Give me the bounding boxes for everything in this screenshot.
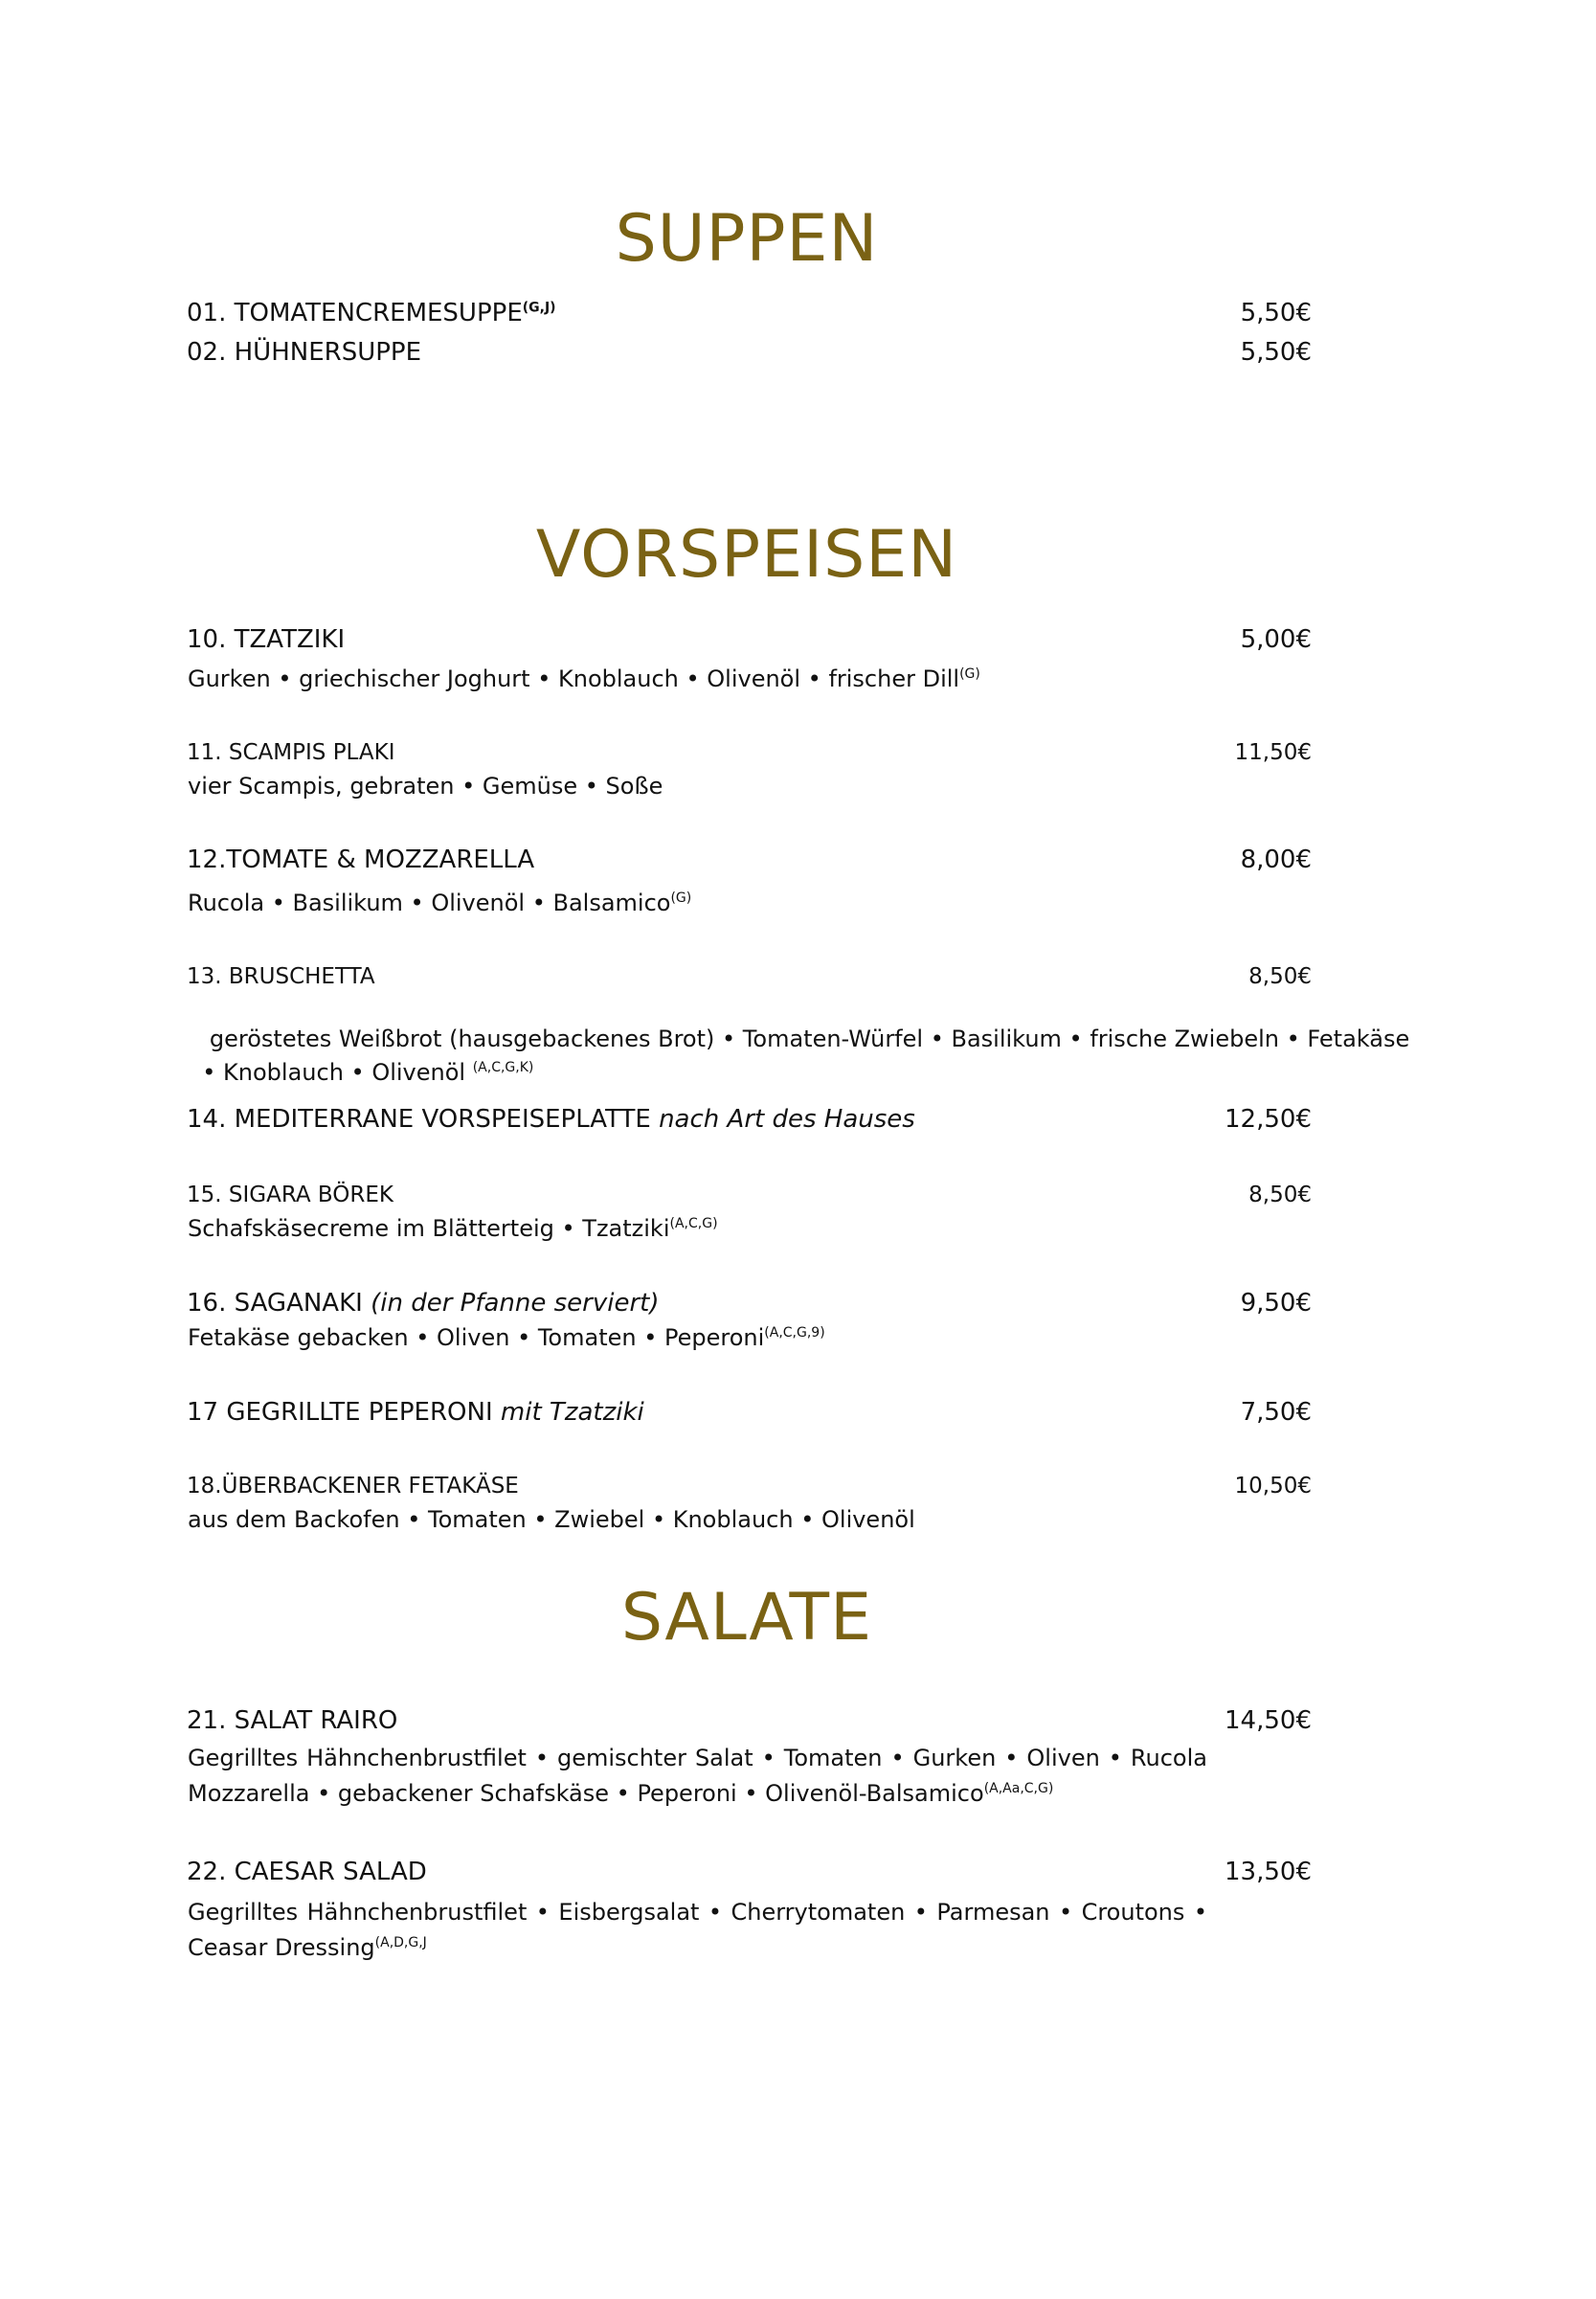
item-name: 11. SCAMPIS PLAKI (187, 740, 395, 765)
item-price: 11,50€ (1234, 740, 1312, 765)
item-description: vier Scampis, gebraten • Gemüse • Soße (188, 773, 663, 800)
item-price: 5,00€ (1240, 625, 1312, 654)
item-price: 10,50€ (1234, 1474, 1312, 1499)
item-name: 10. TZATZIKI (187, 625, 346, 654)
item-price: 8,50€ (1248, 1183, 1312, 1207)
allergen-codes: (A,C,G,9) (764, 1325, 825, 1341)
item-price: 7,50€ (1240, 1398, 1312, 1427)
item-price: 8,50€ (1248, 964, 1312, 989)
item-description: Schafskäsecreme im Blätterteig • Tzatziki$^{(A,C,G)}$ (188, 1215, 718, 1242)
item-name: 12.TOMATE & MOZZARELLA (187, 845, 535, 874)
item-name: 14. MEDITERRANE VORSPEISEPLATTE (187, 1105, 651, 1134)
item-description: Gurken • griechischer Joghurt • Knoblauch • Olivenöl • frischer Dill$^{(G)}$ (188, 665, 980, 692)
item-description: Rucola • Basilikum • Olivenöl • Balsamico$^{(G)}$ (188, 890, 692, 916)
item-price: 14,50€ (1225, 1706, 1312, 1735)
item-price: 12,50€ (1225, 1105, 1312, 1134)
menu-item-18 (187, 1472, 1312, 1500)
item-price: 13,50€ (1225, 1858, 1312, 1886)
item-name: 18.ÜBERBACKENER FETAKÄSE (187, 1474, 519, 1499)
menu-item-16 (187, 1289, 1312, 1318)
allergen-codes: (A,D,G,J (374, 1935, 427, 1950)
item-name-note: nach Art des Hauses (659, 1105, 915, 1134)
allergen-codes: (A,C,G,K) (472, 1060, 534, 1075)
item-description: geröstetes Weißbrot (hausgebackenes Brot) • Tomaten-Würfel • Basilikum • frische Zwiebeln • Fetakäse (202, 1026, 1410, 1052)
menu-item-14 (187, 1105, 1312, 1134)
section-title-vorspeisen: VORSPEISEN (535, 517, 958, 593)
menu-item-12 (187, 845, 1312, 874)
menu-item-17 (187, 1398, 1312, 1427)
item-name: 16. SAGANAKI (187, 1289, 363, 1318)
item-price: 8,00€ (1240, 845, 1312, 874)
allergen-codes: (G) (670, 890, 692, 906)
menu-item-15 (187, 1181, 1312, 1209)
allergen-codes: (G,J) (522, 300, 556, 316)
item-description: aus dem Backofen • Tomaten • Zwiebel • Knoblauch • Olivenöl (188, 1506, 915, 1533)
menu-item-22 (187, 1858, 1312, 1886)
section-title-suppen: SUPPEN (615, 201, 879, 277)
menu-item-10 (187, 625, 1312, 654)
item-name: 01. TOMATENCREMESUPPE (187, 299, 523, 327)
item-name: 17 GEGRILLTE PEPERONI (187, 1398, 493, 1427)
section-title-salate: SALATE (620, 1580, 873, 1656)
item-description-cont: • Knoblauch • Olivenöl $^{(A,C,G,K)}$ (202, 1059, 534, 1086)
item-name: 13. BRUSCHETTA (187, 964, 375, 989)
item-price: 5,50€ (1240, 338, 1312, 367)
item-description: Gegrilltes Hähnchenbrustfilet • gemischter Salat • Tomaten • Gurken • Oliven • Rucola Mozzarella • gebackener Schafskäse • Peperoni • Olivenöl-Balsamico$^{(A,Aa,C,G)}$ (188, 1745, 1207, 1807)
item-name: 15. SIGARA BÖREK (187, 1183, 393, 1207)
menu-item-02 (187, 338, 1312, 367)
allergen-codes: (A,C,G) (669, 1216, 718, 1231)
allergen-codes: (A,Aa,C,G) (983, 1781, 1054, 1796)
item-name: 02. HÜHNERSUPPE (187, 338, 422, 367)
menu-item-21 (187, 1706, 1312, 1735)
item-name: 21. SALAT RAIRO (187, 1706, 398, 1735)
item-description: Gegrilltes Hähnchenbrustfilet • Eisbergsalat • Cherrytomaten • Parmesan • Croutons • Ceasar Dressing$^{(A,D,G,J}$ (188, 1899, 1207, 1961)
menu-item-01 (187, 299, 1312, 327)
menu-item-11 (187, 738, 1312, 767)
item-name: 22. CAESAR SALAD (187, 1858, 427, 1886)
item-name-note: mit Tzatziki (500, 1398, 644, 1427)
item-description: Fetakäse gebacken • Oliven • Tomaten • Peperoni$^{(A,C,G,9)}$ (188, 1324, 825, 1351)
allergen-codes: (G) (959, 666, 980, 682)
menu-item-13 (187, 962, 1312, 991)
item-price: 9,50€ (1240, 1289, 1312, 1318)
item-price: 5,50€ (1240, 299, 1312, 327)
item-name-note: (in der Pfanne serviert) (371, 1289, 660, 1318)
